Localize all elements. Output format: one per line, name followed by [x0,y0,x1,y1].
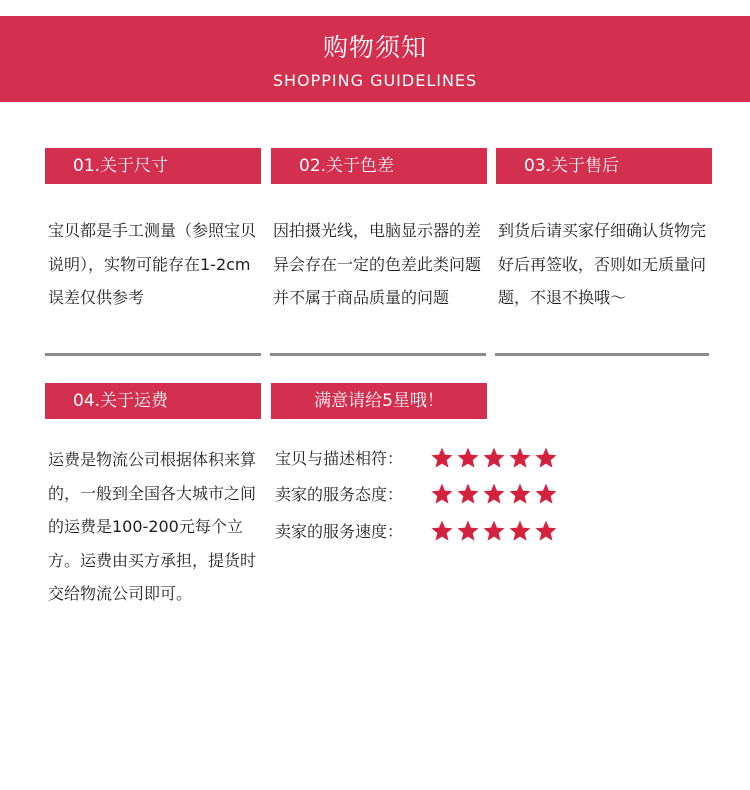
section-shipping-header: 04.关于运费 [45,383,261,419]
section-aftersale-text: 到货后请买家仔细确认货物完好后再签收，否则如无质量问题，不退不换哦～ [498,221,707,307]
rating-label: 卖家的服务态度： [275,485,404,504]
star-icon [534,482,558,506]
section-size-divider [45,353,261,356]
rating-label: 宝贝与描述相符： [275,449,404,468]
star-icon [508,482,532,506]
star-icon [456,519,480,543]
section-color-header: 02.关于色差 [271,148,487,184]
section-color-divider [270,353,486,356]
page-title: 购物须知 [322,33,427,62]
star-rating [430,446,560,472]
star-icon [456,446,480,470]
section-aftersale-divider [495,353,709,356]
section-shipping-text: 运费是物流公司根据体积来算的，一般到全国各大城市之间的运费是100-200元每个立方。运费由买方承担，提货时交给物流公司即可。 [48,450,257,603]
page-subtitle: SHOPPING GUIDELINES [272,71,478,90]
rating-label: 卖家的服务速度： [275,522,404,541]
section-size-header: 01.关于尺寸 [45,148,261,184]
section-aftersale-header: 03.关于售后 [496,148,712,184]
star-icon [534,446,558,470]
star-icon [482,446,506,470]
star-icon [482,482,506,506]
section-color-text: 因拍摄光线，电脑显示器的差异会存在一定的色差此类问题并不属于商品质量的问题 [273,221,482,307]
star-icon [430,446,454,470]
star-icon [534,519,558,543]
star-icon [430,519,454,543]
star-rating [430,519,560,545]
star-rating [430,482,560,508]
section-size-text: 宝贝都是手工测量（参照宝贝说明），实物可能存在1-2cm误差仅供参考 [48,221,257,307]
rating-header: 满意请给5星哦！ [271,383,487,419]
star-icon [508,519,532,543]
star-icon [430,482,454,506]
star-icon [508,446,532,470]
header-banner [0,16,750,102]
star-icon [482,519,506,543]
star-icon [456,482,480,506]
